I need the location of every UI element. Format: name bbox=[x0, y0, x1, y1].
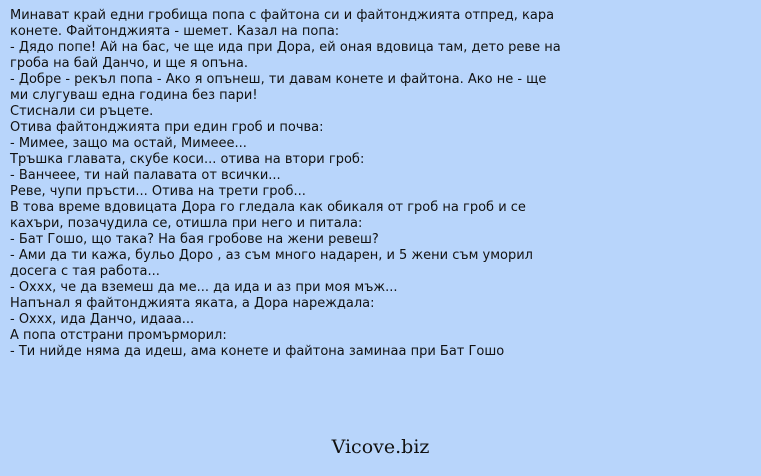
joke-line: Напънал я файтонджията яката, а Дора нареждала: bbox=[10, 296, 375, 311]
joke-line: - Оххх, че да вземеш да ме... да ида и аз при моя мъж... bbox=[10, 280, 398, 295]
joke-line: кахъри, позачудила се, отишла при него и питала: bbox=[10, 216, 363, 231]
joke-line: В това време вдовицата Дора го гледала как обикаля от гроб на гроб и се bbox=[10, 200, 526, 215]
joke-line: - Добре - рекъл попа - Ако я опънеш, ти давам конете и файтона. Ако не - ще bbox=[10, 72, 547, 87]
site-name: Vicove.biz bbox=[331, 436, 430, 458]
joke-line: - Бат Гошо, що така? На бая гробове на жени ревеш? bbox=[10, 232, 379, 247]
joke-line: досега с тая работа... bbox=[10, 264, 160, 279]
joke-line: - Ти нийде няма да идеш, ама конете и файтона заминаа при Бат Гошо bbox=[10, 344, 505, 359]
joke-line: ми слугуваш една година без пари! bbox=[10, 88, 258, 103]
joke-line: - Ами да ти кажа, бульо Доро , аз съм много надарен, и 5 жени съм уморил bbox=[10, 248, 533, 263]
joke-text bbox=[10, 8, 561, 360]
joke-line: - Оххх, ида Данчо, идааа... bbox=[10, 312, 195, 327]
joke-line: Отива файтонджията при един гроб и почва: bbox=[10, 120, 324, 135]
joke-line: Реве, чупи пръсти... Отива на трети гроб... bbox=[10, 184, 306, 199]
joke-line: - Ванчеее, ти най палавата от всички... bbox=[10, 168, 281, 183]
joke-line: гроба на бай Данчо, и ще я опъна. bbox=[10, 56, 248, 71]
joke-line: - Дядо попе! Ай на бас, че ще ида при Дора, ей оная вдовица там, дето реве на bbox=[10, 40, 561, 55]
joke-line: Минават край едни гробища попа с файтона си и файтонджията отпред, кара bbox=[10, 8, 555, 23]
joke-line: конете. Файтонджията - шемет. Казал на попа: bbox=[10, 24, 340, 39]
joke-line: Тръшка главата, скубе коси... отива на втори гроб: bbox=[10, 152, 365, 167]
joke-line: Стиснали си ръцете. bbox=[10, 104, 154, 119]
joke-line: - Мимее, защо ма остай, Мимеее... bbox=[10, 136, 247, 151]
joke-line: А попа отстрани промърморил: bbox=[10, 328, 227, 343]
